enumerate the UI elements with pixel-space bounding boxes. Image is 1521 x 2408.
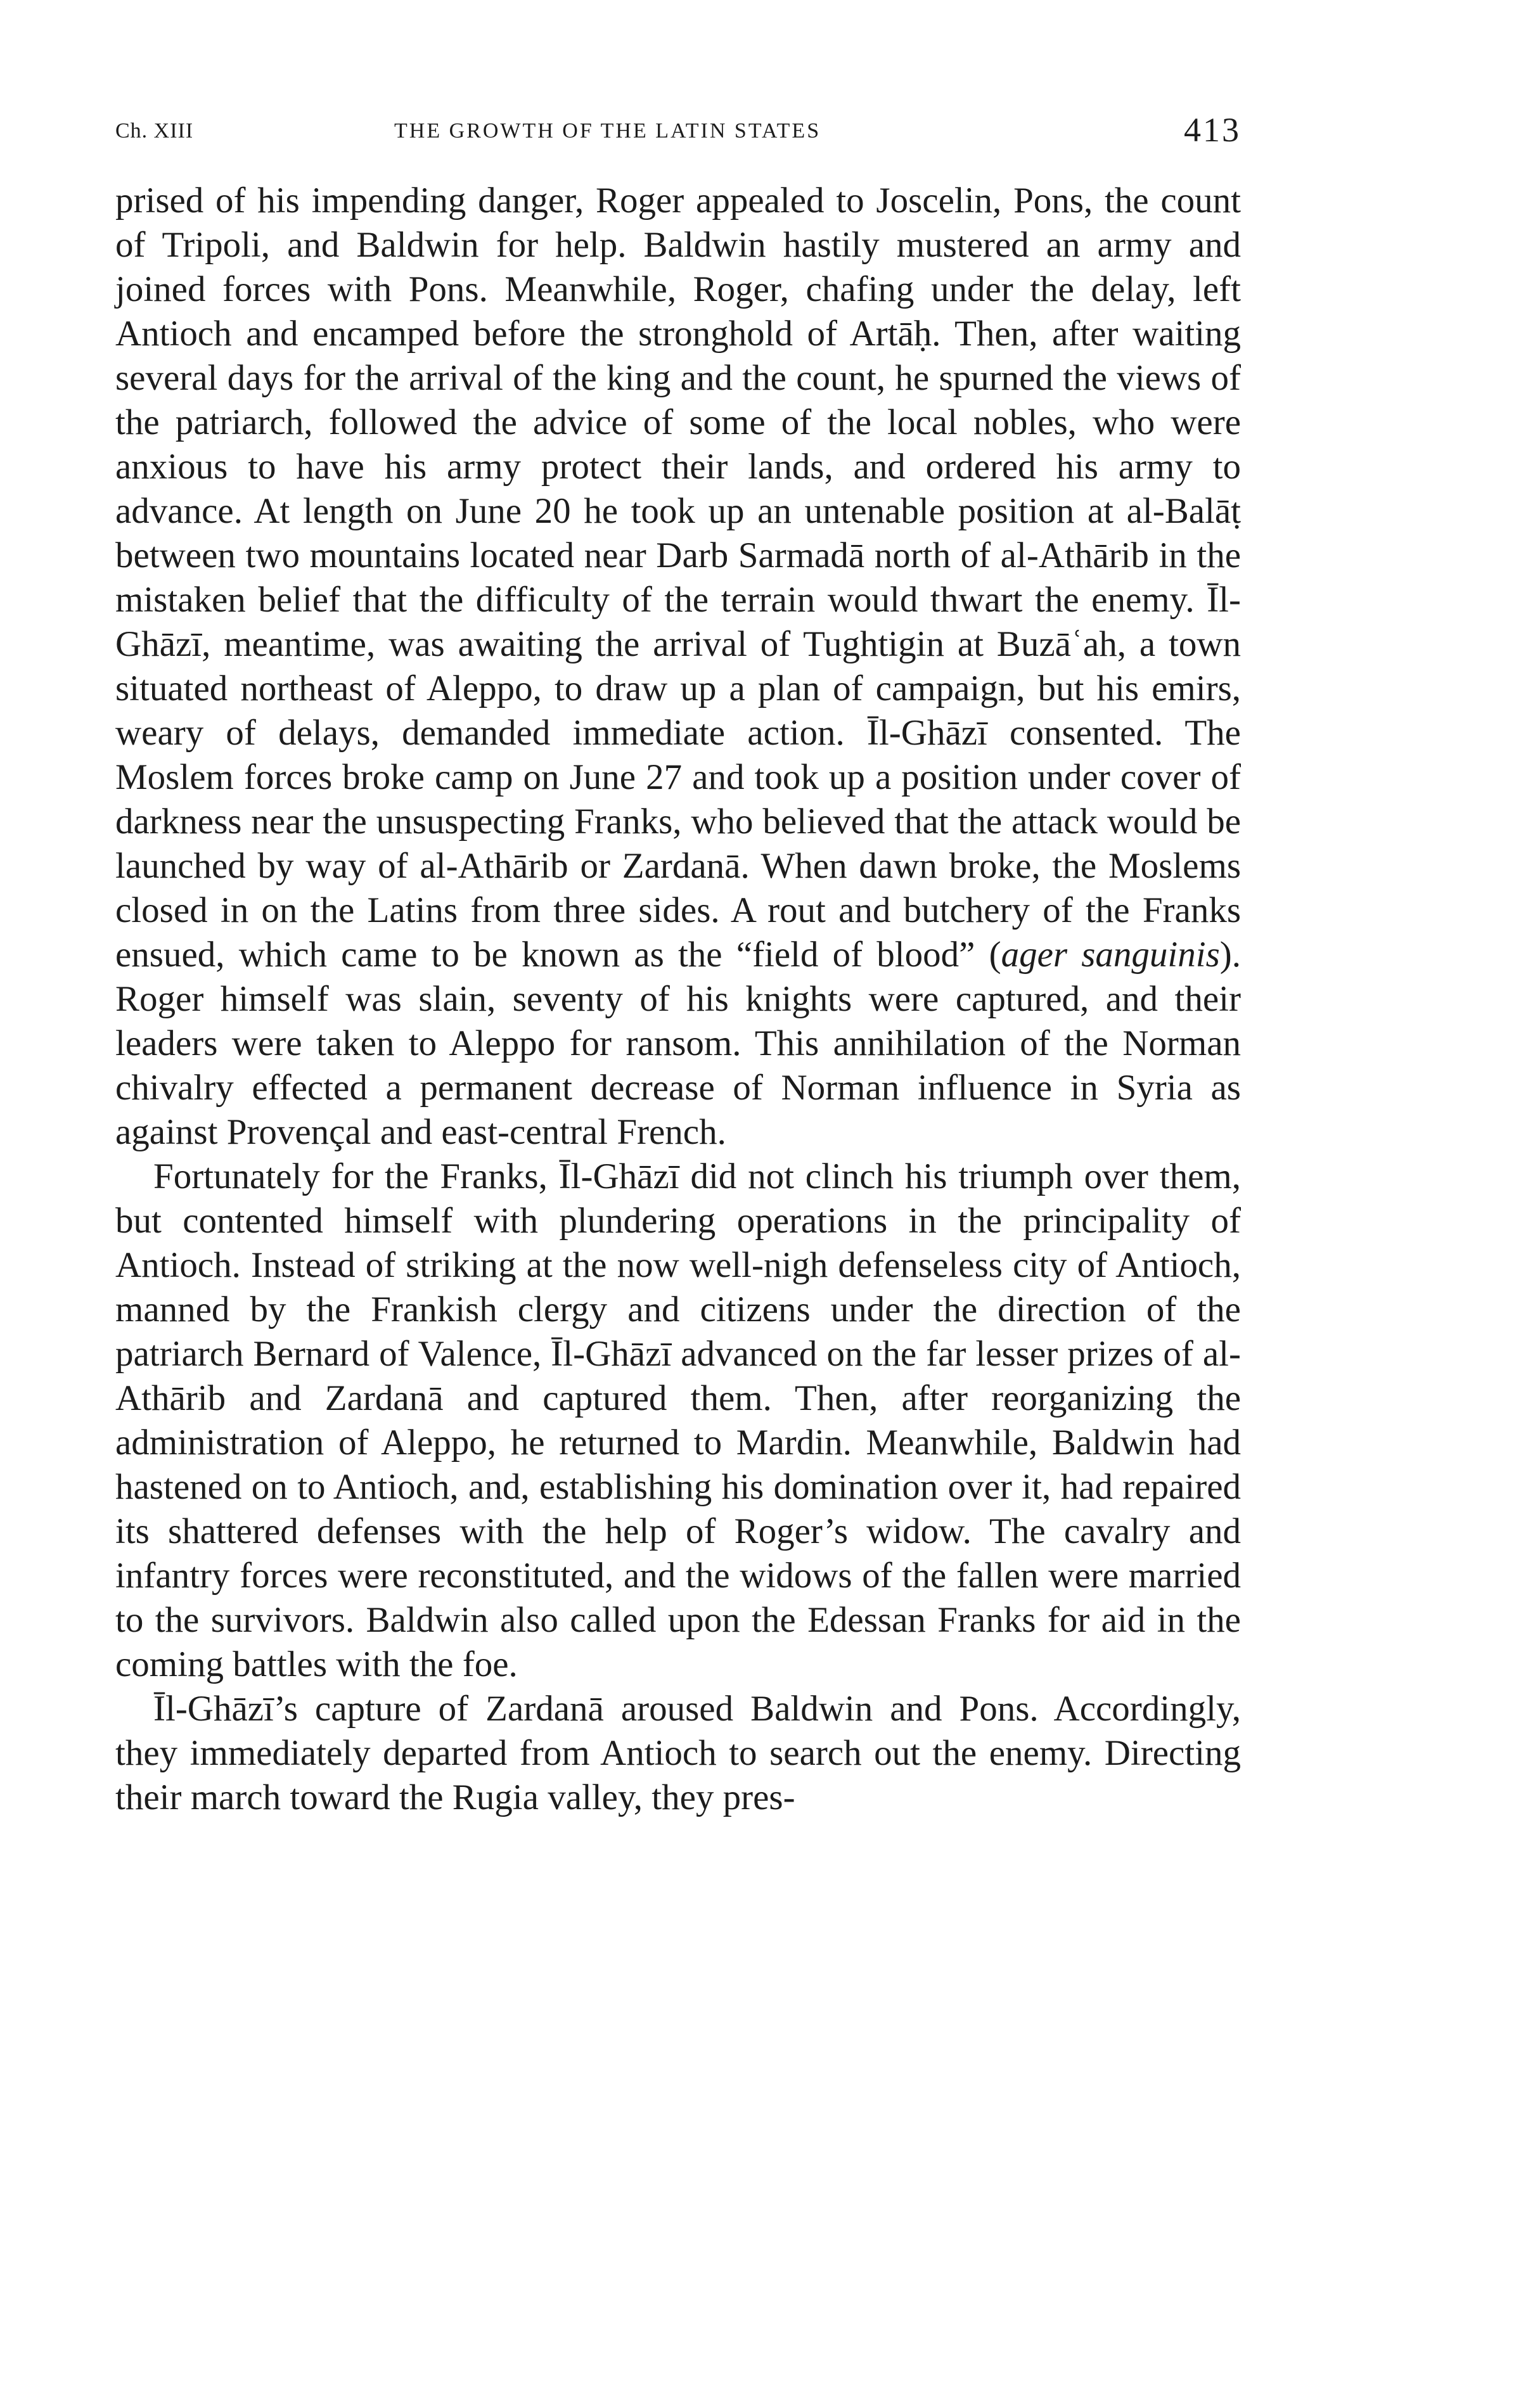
paragraph-1-text-end: ). Roger himself was slain, seventy of his knights were captured, and their leaders were taken to Aleppo for ransom. This annihilation of the Norman chivalry effected a permanent decrease of Norman influence in Syria as against Provençal and east-central French. <box>115 935 1241 1152</box>
running-head <box>115 108 1241 165</box>
paragraph-1-italic-term: ager sanguinis <box>1001 935 1220 975</box>
book-page <box>115 108 1241 1820</box>
body-text <box>115 179 1241 1820</box>
page-number: 413 <box>1184 111 1241 149</box>
running-title: THE GROWTH OF THE LATIN STATES <box>394 119 821 143</box>
paragraph-2: Fortunately for the Franks, Īl-Ghāzī did not clinch his triumph over them, but contented himself with plundering operations in the principality of Antioch. Instead of striking at the now well-nigh defenseless city of Antioch, manned by the Frankish clergy and citizens under the direction of the patriarch Bernard of Valence, Īl-Ghāzī advanced on the far lesser prizes of al-Athārib and Zardanā and captured them. Then, after reorganizing the administration of Aleppo, he returned to Mardin. Meanwhile, Baldwin had hastened on to Antioch, and, establishing his domination over it, had repaired its shattered defenses with the help of Roger’s widow. The cavalry and infantry forces were reconstituted, and the widows of the fallen were married to the survivors. Baldwin also called upon the Edessan Franks for aid in the coming battles with the foe. <box>115 1156 1241 1684</box>
paragraph-1 <box>115 179 1241 1155</box>
chapter-label: Ch. XIII <box>115 119 194 143</box>
paragraph-3: Īl-Ghāzī’s capture of Zardanā aroused Baldwin and Pons. Accordingly, they immediately departed from Antioch to search out the enemy. Directing their march toward the Rugia valley, they pres- <box>115 1689 1241 1817</box>
paragraph-1-text-start: prised of his impending danger, Roger appealed to Joscelin, Pons, the count of Tripoli, and Baldwin for help. Baldwin hastily mustered an army and joined forces with Pons. Meanwhile, Roger, chafing under the delay, left Antioch and encamped before the stronghold of Artāḥ. Then, after waiting several days for the arrival of the king and the count, he spurned the views of the patriarch, followed the advice of some of the local nobles, who were anxious to have his army protect their lands, and ordered his army to advance. At length on June 20 he took up an untenable position at al-Balāṭ between two mountains located near Darb Sarmadā north of al-Athārib in the mistaken belief that the difficulty of the terrain would thwart the enemy. Īl-Ghāzī, meantime, was awaiting the arrival of Tughtigin at Buzāʿah, a town situated northeast of Aleppo, to draw up a plan of campaign, but his emirs, weary of delays, demanded immediate action. Īl-Ghāzī consented. The Moslem forces broke camp on June 27 and took up a position under cover of darkness near the unsuspecting Franks, who believed that the attack would be launched by way of al-Athārib or Zardanā. When dawn broke, the Moslems closed in on the Latins from three sides. A rout and butchery of the Franks ensued, which came to be known as the “field of blood” ( <box>115 181 1241 975</box>
